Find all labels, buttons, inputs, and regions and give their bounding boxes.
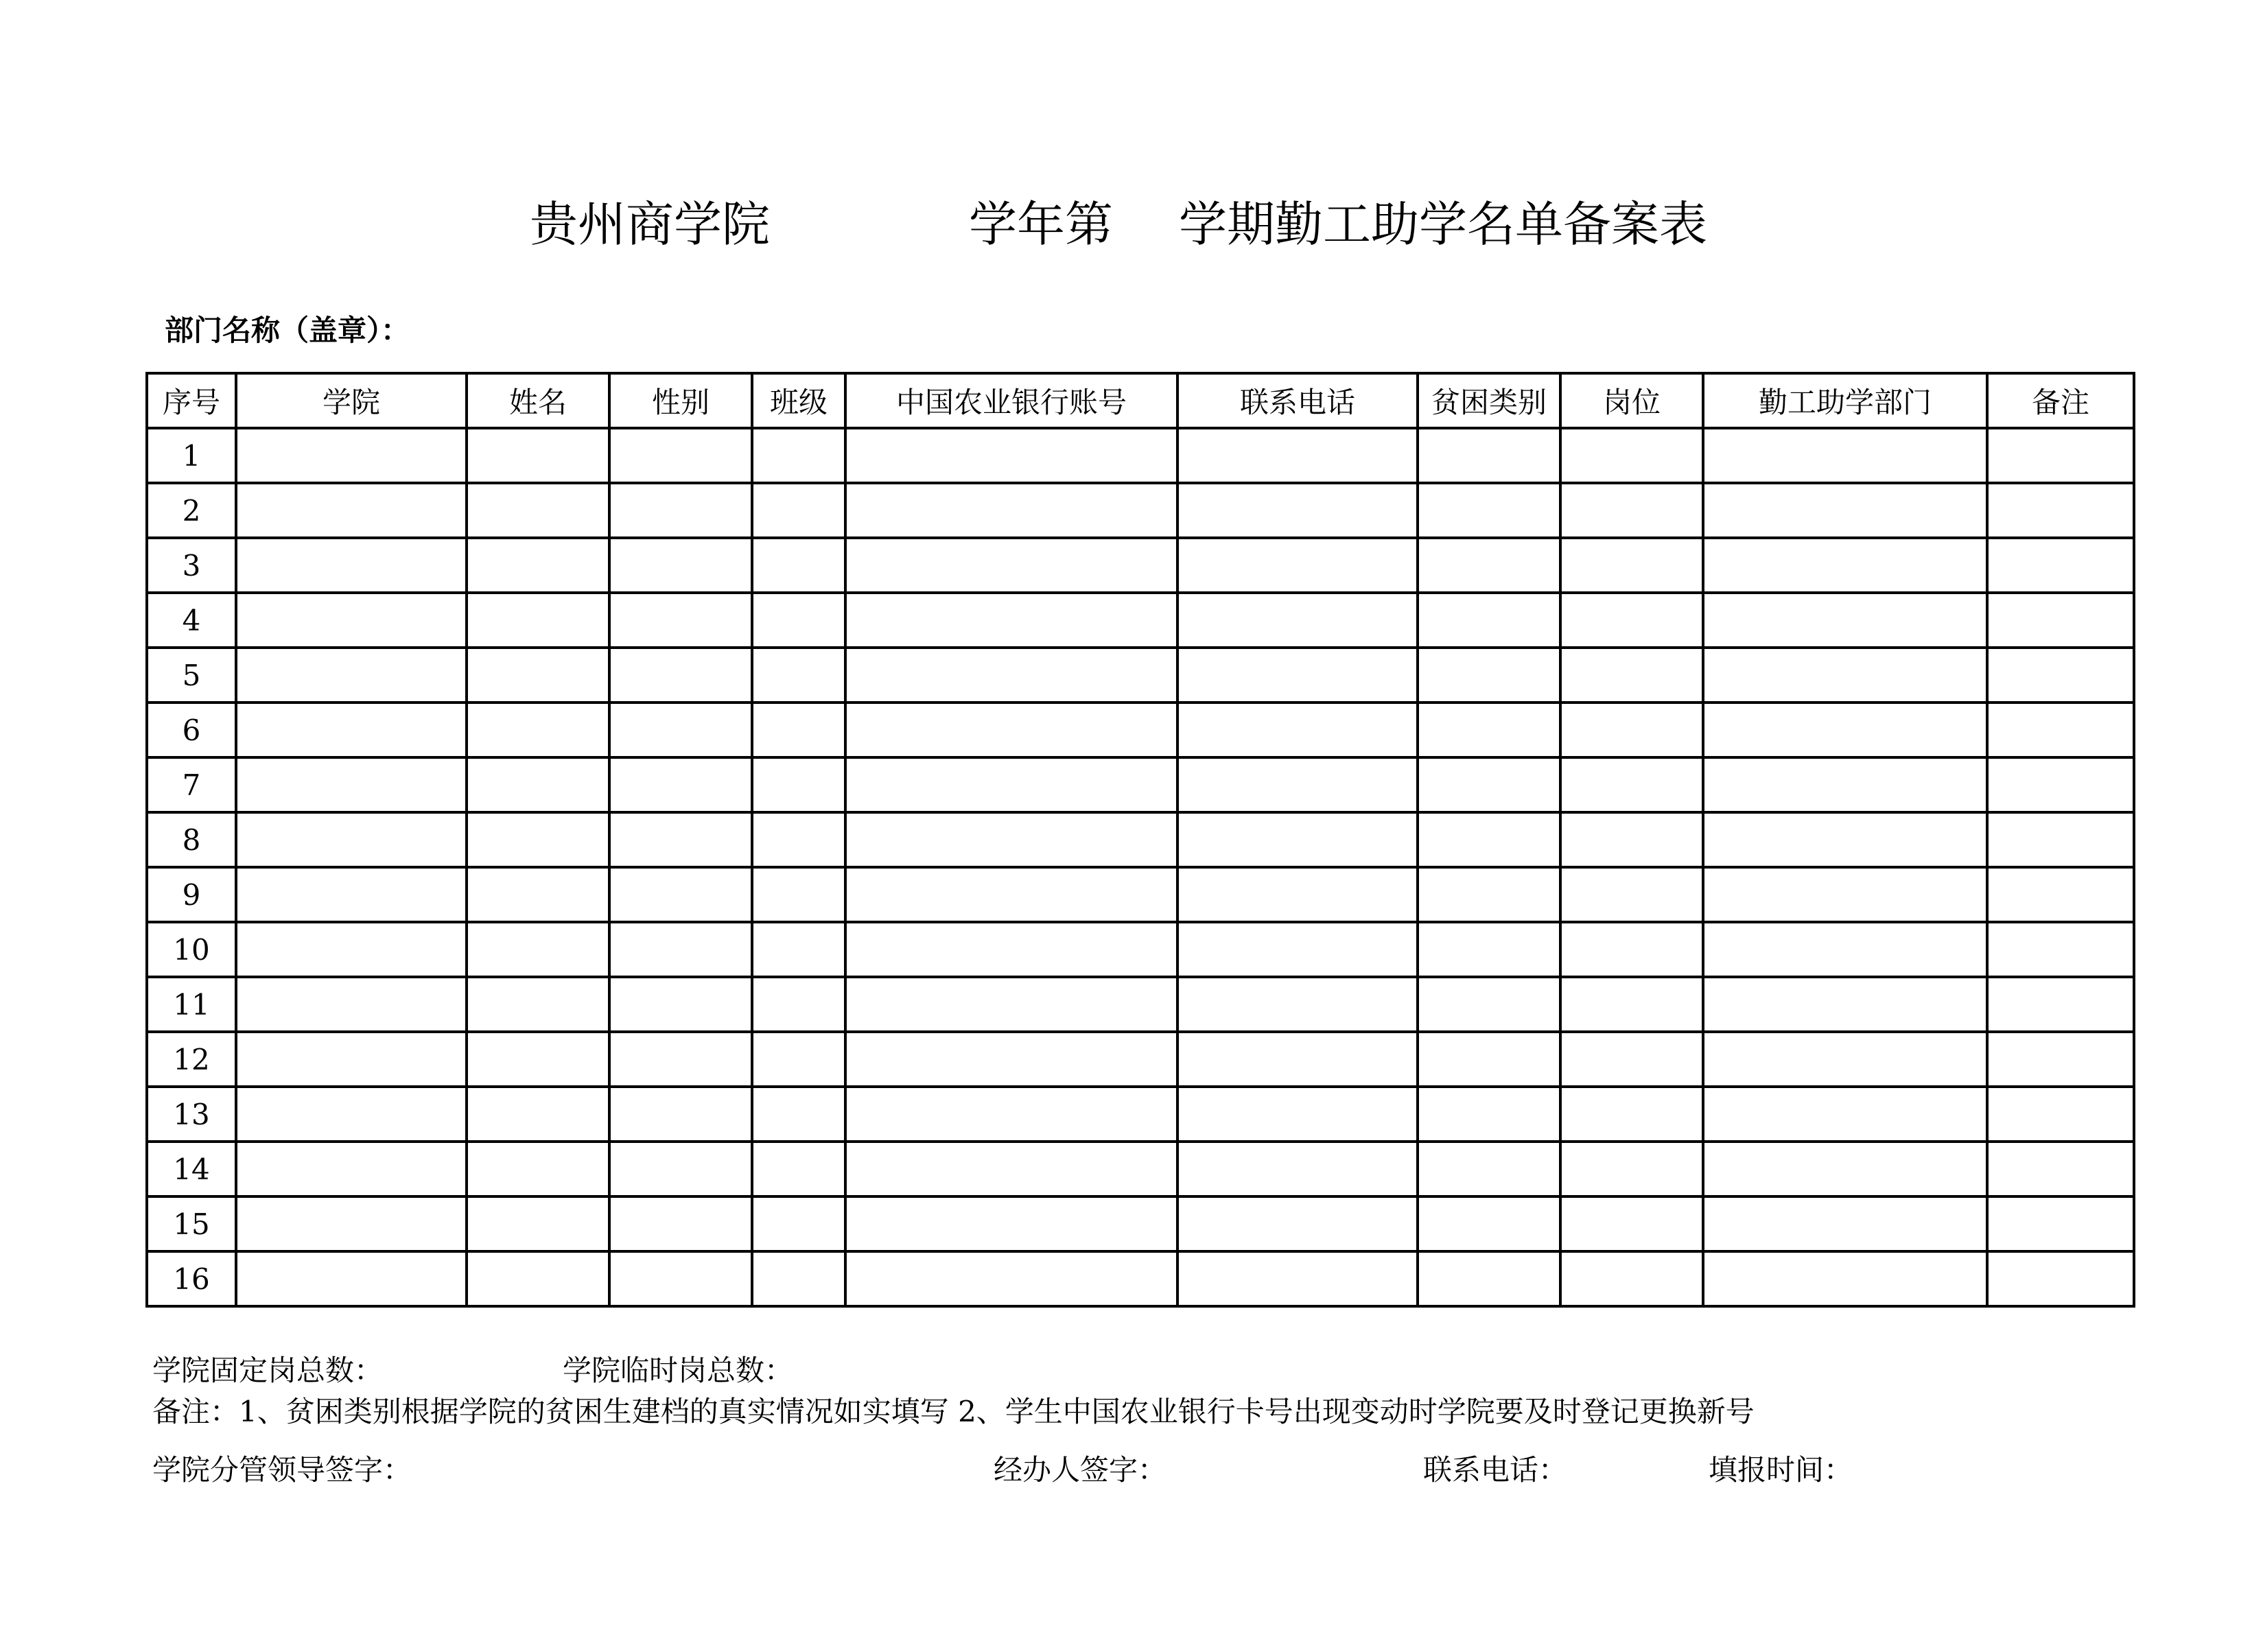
blank-cell — [845, 648, 1177, 703]
blank-cell — [467, 1032, 609, 1087]
blank-cell — [752, 812, 845, 867]
blank-cell — [845, 867, 1177, 922]
blank-cell — [1703, 538, 1987, 593]
table-row — [147, 538, 2134, 593]
blank-cell — [236, 757, 467, 812]
header-cell: 联系电话 — [1177, 373, 1418, 428]
blank-cell — [467, 922, 609, 977]
department-label: 部门名称（盖章）： — [165, 314, 410, 347]
blank-cell — [467, 593, 609, 648]
header-cell: 备注 — [1987, 373, 2134, 428]
blank-cell — [845, 483, 1177, 538]
blank-cell — [236, 812, 467, 867]
title-year: 学年第 — [969, 196, 1113, 252]
title-semester: 学期勤工助学名单备案表 — [1179, 196, 1707, 252]
blank-cell — [467, 1087, 609, 1142]
blank-cell — [845, 812, 1177, 867]
blank-cell — [752, 977, 845, 1032]
blank-cell — [609, 1142, 752, 1196]
blank-cell — [1703, 922, 1987, 977]
table-row — [147, 703, 2134, 757]
blank-cell — [236, 483, 467, 538]
blank-cell — [236, 703, 467, 757]
row-number-cell: 14 — [147, 1142, 236, 1196]
blank-cell — [845, 538, 1177, 593]
row-number-cell: 1 — [147, 428, 236, 483]
blank-cell — [1418, 757, 1560, 812]
blank-cell — [236, 1087, 467, 1142]
blank-cell — [609, 867, 752, 922]
blank-cell — [609, 538, 752, 593]
blank-cell — [752, 1032, 845, 1087]
blank-cell — [467, 977, 609, 1032]
blank-cell — [1987, 648, 2134, 703]
row-number-cell: 10 — [147, 922, 236, 977]
blank-cell — [609, 922, 752, 977]
blank-cell — [467, 812, 609, 867]
row-number-cell: 9 — [147, 867, 236, 922]
blank-cell — [1177, 648, 1418, 703]
table-row — [147, 593, 2134, 648]
blank-cell — [1987, 1032, 2134, 1087]
blank-cell — [1177, 977, 1418, 1032]
blank-cell — [1177, 922, 1418, 977]
blank-cell — [1418, 1087, 1560, 1142]
phone-label: 联系电话： — [1423, 1453, 1568, 1487]
header-cell: 性别 — [609, 373, 752, 428]
blank-cell — [752, 538, 845, 593]
blank-cell — [1703, 483, 1987, 538]
blank-cell — [1177, 428, 1418, 483]
blank-cell — [752, 703, 845, 757]
table-row — [147, 757, 2134, 812]
blank-cell — [609, 1087, 752, 1142]
blank-cell — [467, 483, 609, 538]
blank-cell — [1560, 977, 1703, 1032]
blank-cell — [845, 922, 1177, 977]
blank-cell — [1418, 703, 1560, 757]
blank-cell — [1703, 1087, 1987, 1142]
blank-cell — [1987, 867, 2134, 922]
blank-cell — [1987, 977, 2134, 1032]
blank-cell — [236, 922, 467, 977]
blank-cell — [1560, 703, 1703, 757]
header-cell: 班级 — [752, 373, 845, 428]
blank-cell — [1987, 483, 2134, 538]
blank-cell — [609, 483, 752, 538]
table-row — [147, 812, 2134, 867]
blank-cell — [845, 593, 1177, 648]
header-cell: 贫困类别 — [1418, 373, 1560, 428]
blank-cell — [752, 867, 845, 922]
blank-cell — [1560, 1196, 1703, 1251]
blank-cell — [1177, 483, 1418, 538]
leader-signature-label: 学院分管领导签字： — [152, 1453, 412, 1487]
blank-cell — [1560, 1142, 1703, 1196]
blank-cell — [609, 1196, 752, 1251]
blank-cell — [1703, 703, 1987, 757]
blank-cell — [1418, 1196, 1560, 1251]
blank-cell — [752, 922, 845, 977]
blank-cell — [236, 1196, 467, 1251]
header-cell: 中国农业银行账号 — [845, 373, 1177, 428]
row-number-cell: 4 — [147, 593, 236, 648]
blank-cell — [467, 1142, 609, 1196]
blank-cell — [845, 757, 1177, 812]
blank-cell — [1987, 703, 2134, 757]
table-row — [147, 867, 2134, 922]
blank-cell — [1418, 428, 1560, 483]
blank-cell — [1703, 593, 1987, 648]
blank-cell — [1987, 812, 2134, 867]
blank-cell — [1418, 593, 1560, 648]
blank-cell — [1177, 1251, 1418, 1306]
blank-cell — [1703, 1032, 1987, 1087]
blank-cell — [1418, 977, 1560, 1032]
blank-cell — [845, 703, 1177, 757]
blank-cell — [845, 1142, 1177, 1196]
date-label: 填报时间： — [1709, 1453, 1853, 1487]
blank-cell — [845, 428, 1177, 483]
row-number-cell: 11 — [147, 977, 236, 1032]
blank-cell — [845, 977, 1177, 1032]
blank-cell — [609, 648, 752, 703]
blank-cell — [1177, 757, 1418, 812]
row-number-cell: 13 — [147, 1087, 236, 1142]
blank-cell — [1418, 922, 1560, 977]
blank-cell — [1177, 867, 1418, 922]
blank-cell — [752, 1196, 845, 1251]
roster-table — [145, 372, 2135, 1308]
blank-cell — [1987, 1196, 2134, 1251]
blank-cell — [1418, 1032, 1560, 1087]
blank-cell — [236, 428, 467, 483]
blank-cell — [1560, 757, 1703, 812]
blank-cell — [1560, 538, 1703, 593]
blank-cell — [1560, 1032, 1703, 1087]
blank-cell — [1560, 867, 1703, 922]
blank-cell — [1177, 1142, 1418, 1196]
table-row — [147, 1032, 2134, 1087]
blank-cell — [1703, 867, 1987, 922]
blank-cell — [1987, 1251, 2134, 1306]
blank-cell — [467, 703, 609, 757]
blank-cell — [1177, 812, 1418, 867]
blank-cell — [236, 648, 467, 703]
blank-cell — [236, 538, 467, 593]
table-row — [147, 922, 2134, 977]
row-number-cell: 16 — [147, 1251, 236, 1306]
blank-cell — [752, 593, 845, 648]
blank-cell — [609, 812, 752, 867]
header-cell: 岗位 — [1560, 373, 1703, 428]
roster-body — [147, 428, 2134, 1306]
blank-cell — [1703, 812, 1987, 867]
blank-cell — [1418, 867, 1560, 922]
blank-cell — [752, 757, 845, 812]
table-row — [147, 1196, 2134, 1251]
handler-signature-label: 经办人签字： — [994, 1453, 1167, 1487]
blank-cell — [609, 977, 752, 1032]
blank-cell — [1560, 1251, 1703, 1306]
title-school: 贵州商学院 — [530, 196, 770, 252]
table-row — [147, 428, 2134, 483]
header-cell: 序号 — [147, 373, 236, 428]
blank-cell — [609, 593, 752, 648]
row-number-cell: 5 — [147, 648, 236, 703]
blank-cell — [1418, 483, 1560, 538]
blank-cell — [1560, 483, 1703, 538]
blank-cell — [609, 757, 752, 812]
blank-cell — [609, 1032, 752, 1087]
blank-cell — [1177, 1196, 1418, 1251]
table-row — [147, 1142, 2134, 1196]
blank-cell — [1560, 922, 1703, 977]
blank-cell — [1987, 428, 2134, 483]
blank-cell — [467, 428, 609, 483]
blank-cell — [1177, 538, 1418, 593]
table-row — [147, 483, 2134, 538]
blank-cell — [1177, 1087, 1418, 1142]
blank-cell — [1703, 977, 1987, 1032]
table-row — [147, 1087, 2134, 1142]
blank-cell — [752, 648, 845, 703]
blank-cell — [1177, 1032, 1418, 1087]
blank-cell — [752, 1142, 845, 1196]
table-row — [147, 977, 2134, 1032]
row-number-cell: 7 — [147, 757, 236, 812]
blank-cell — [467, 1251, 609, 1306]
row-number-cell: 2 — [147, 483, 236, 538]
blank-cell — [1703, 1142, 1987, 1196]
blank-cell — [1987, 922, 2134, 977]
row-number-cell: 6 — [147, 703, 236, 757]
temp-posts-label: 学院临时岗总数： — [563, 1354, 794, 1387]
blank-cell — [752, 1087, 845, 1142]
blank-cell — [467, 867, 609, 922]
blank-cell — [752, 1251, 845, 1306]
blank-cell — [1177, 703, 1418, 757]
blank-cell — [845, 1087, 1177, 1142]
blank-cell — [845, 1251, 1177, 1306]
blank-cell — [1987, 1087, 2134, 1142]
row-number-cell: 15 — [147, 1196, 236, 1251]
blank-cell — [236, 593, 467, 648]
row-number-cell: 3 — [147, 538, 236, 593]
blank-cell — [1987, 538, 2134, 593]
blank-cell — [1560, 593, 1703, 648]
blank-cell — [845, 1196, 1177, 1251]
blank-cell — [752, 428, 845, 483]
blank-cell — [236, 977, 467, 1032]
blank-cell — [467, 538, 609, 593]
blank-cell — [609, 428, 752, 483]
footer-note: 备注：1、贫困类别根据学院的贫困生建档的真实情况如实填写 2、学生中国农业银行卡号出现变动时学院要及时登记更换新号 — [152, 1395, 1755, 1428]
blank-cell — [1703, 648, 1987, 703]
blank-cell — [236, 1032, 467, 1087]
fixed-posts-label: 学院固定岗总数： — [152, 1354, 384, 1387]
table-row — [147, 648, 2134, 703]
blank-cell — [1703, 1251, 1987, 1306]
blank-cell — [1418, 648, 1560, 703]
row-number-cell: 12 — [147, 1032, 236, 1087]
header-cell: 姓名 — [467, 373, 609, 428]
blank-cell — [1560, 428, 1703, 483]
form-title — [0, 193, 2263, 255]
header-cell: 学院 — [236, 373, 467, 428]
blank-cell — [1418, 538, 1560, 593]
blank-cell — [1560, 1087, 1703, 1142]
row-number-cell: 8 — [147, 812, 236, 867]
blank-cell — [467, 648, 609, 703]
blank-cell — [467, 1196, 609, 1251]
blank-cell — [845, 1032, 1177, 1087]
blank-cell — [1560, 648, 1703, 703]
blank-cell — [1703, 428, 1987, 483]
blank-cell — [1177, 593, 1418, 648]
blank-cell — [236, 1142, 467, 1196]
blank-cell — [467, 757, 609, 812]
blank-cell — [1987, 757, 2134, 812]
blank-cell — [1418, 812, 1560, 867]
blank-cell — [1703, 757, 1987, 812]
blank-cell — [1560, 812, 1703, 867]
header-cell: 勤工助学部门 — [1703, 373, 1987, 428]
table-row — [147, 1251, 2134, 1306]
blank-cell — [1987, 593, 2134, 648]
blank-cell — [609, 703, 752, 757]
blank-cell — [752, 483, 845, 538]
blank-cell — [1703, 1196, 1987, 1251]
header-row — [147, 373, 2134, 428]
blank-cell — [1987, 1142, 2134, 1196]
blank-cell — [236, 867, 467, 922]
blank-cell — [1418, 1142, 1560, 1196]
blank-cell — [1418, 1251, 1560, 1306]
blank-cell — [236, 1251, 467, 1306]
blank-cell — [609, 1251, 752, 1306]
